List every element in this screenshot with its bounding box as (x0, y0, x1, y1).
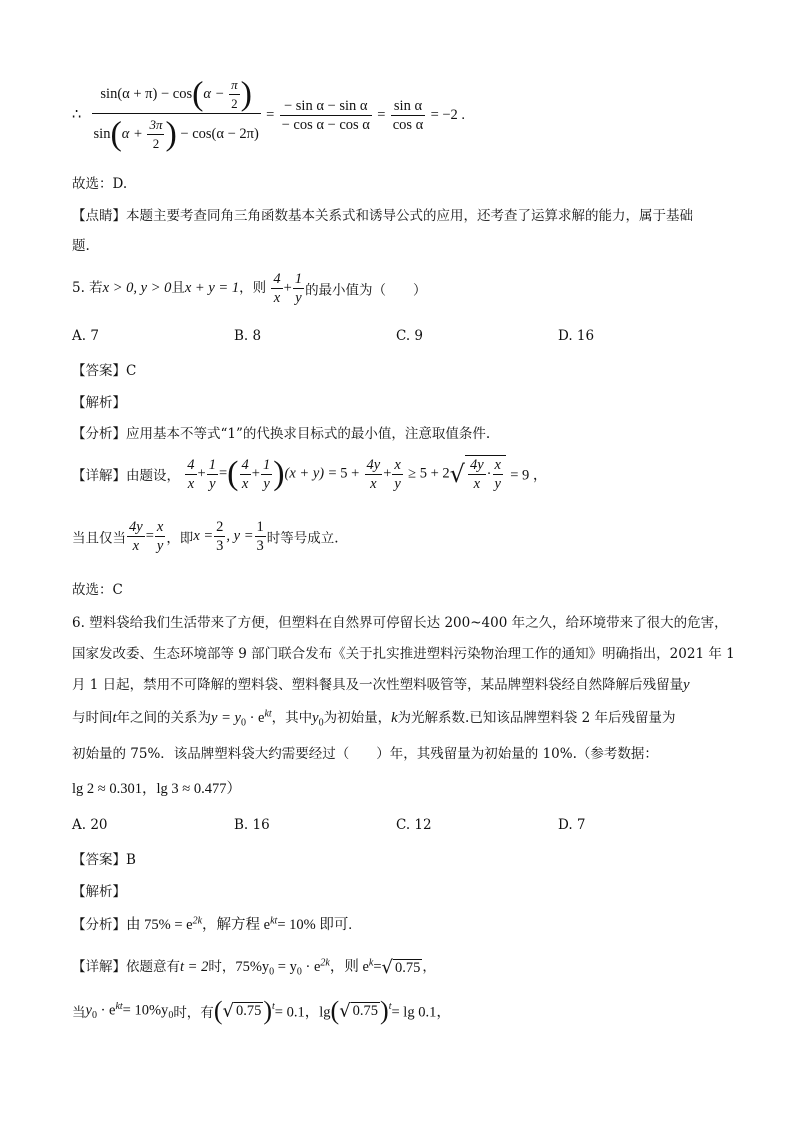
q5-option-d: D. 16 (558, 328, 595, 344)
q5-stem: 5. 若x > 0, y > 0且x + y = 1，则 $\frac{4}{x}$ + $\frac{1}{y}$ 的最小值为（ ） (72, 271, 427, 306)
comment-tag: 【点睛】 (72, 208, 126, 224)
q6-line-6: lg 2 ≈ 0.301，lg 3 ≈ 0.477） (72, 781, 241, 797)
answer-d: 故选：D. (72, 176, 128, 192)
q6-option-c: C. 12 (396, 817, 432, 833)
q6-answer: 【答案】B (72, 852, 136, 868)
q6-fenxi: 【分析】由 $75\% = e^{2k}$，解方程 $e^{kt}= 10\%$ 即可. (72, 915, 352, 933)
q6-line-4: 与时间t年之间的关系为$y = y_0 \cdot e^{kt}$，其中$y_0$为初始量，k为光解系数.已知该品牌塑料袋 2 年后残留量为 (72, 708, 676, 729)
q5-answer: 【答案】C (72, 363, 137, 379)
q5-option-b: B. 8 (234, 328, 262, 344)
therefore-symbol: ∴ (72, 106, 82, 123)
q6-detail: 【详解】依题意有t = 2时，$75\%y_0 = y_0 \cdot e^{2k}$，则 $e^k=√$ 0.75 ， (72, 957, 436, 978)
q5-fenxi: 【分析】应用基本不等式“1”的代换求目标式的最小值，注意取值条件. (72, 426, 491, 442)
comment-line-2: 题. (72, 238, 90, 254)
q6-option-d: D. 7 (558, 817, 586, 833)
q5-final: 故选：C (72, 582, 123, 598)
right-fraction: $\frac{\text{sin α}}{\text{cos α}}$ (392, 97, 424, 133)
q6-option-a: A. 20 (72, 817, 108, 833)
q6-line-1: 6. 塑料袋给我们生活带来了方便，但塑料在自然界可停留长达 200~400 年之久，给环境带来了很大的危害， (72, 615, 728, 631)
formula-line: ∴ sin(α + π) − cos(α − $\frac{\pi}{2}$ ) sin(α + $\frac{3\pi}{2}$ ) − cos(α − 2π) = $\frac{\text{− sin α − sin α}}{\text{− cos α − cos α}}$ = $\frac{\text{sin α}}{\text{cos α}}$ = −2 . (72, 75, 466, 153)
q5-option-c: C. 9 (396, 328, 424, 344)
q5-analysis-tag: 【解析】 (72, 395, 126, 411)
q6-analysis-tag: 【解析】 (72, 884, 126, 900)
middle-fraction: $\frac{\text{− sin α − sin α}}{\text{− cos α − cos α}}$ (281, 97, 370, 133)
q6-line-3: 月 1 日起，禁用不可降解的塑料袋、塑料餐具及一次性塑料吸管等，某品牌塑料袋经自然降解后残留量y (72, 677, 690, 693)
comment-line-1: 【点睛】本题主要考查同角三角函数基本关系式和诱导公式的应用，还考查了运算求解的能力，属于基础 (72, 208, 693, 224)
q6-line-2: 国家发改委、生态环境部等 9 部门联合发布《关于扎实推进塑料污染物治理工作的通知》明确指出，2021 年 1 (72, 646, 735, 662)
q6-last: 当$y_0 \cdot e^{kt}= 10\%y_0$时，有(√ 0.75)$^t$= 0.1，lg(√ 0.75)$^t$= lg 0.1， (72, 996, 451, 1025)
q6-option-b: B. 16 (234, 817, 270, 833)
main-fraction: sin(α + π) − cos(α − $\frac{\pi}{2}$ ) sin(α + $\frac{3\pi}{2}$ ) − cos(α − 2π) (93, 75, 259, 153)
q5-option-a: A. 7 (72, 328, 99, 344)
q5-detail: 【详解】由题设， $\frac{4}{x}$ + $\frac{1}{y}$ =( $\frac{4}{x}$ + $\frac{1}{y}$ )(x + y) = 5 + $\frac{4y}{x}$ + $\frac{x}{y}$ ≥ 5 + 2√ $\frac{4y}{x}$ · $\frac{x}{y}$ = 9 ， (72, 455, 548, 492)
q5-condition: 当且仅当 $\frac{4y}{x}$ = $\frac{x}{y}$ ，即x = $\frac{2}{3}$ , y = $\frac{1}{3}$ 时等号成立. (72, 519, 339, 554)
q6-line-5: 初始量的 75%．该品牌塑料袋大约需要经过（ ）年，其残留量为初始量的 10%.（参考数据： (72, 746, 658, 762)
